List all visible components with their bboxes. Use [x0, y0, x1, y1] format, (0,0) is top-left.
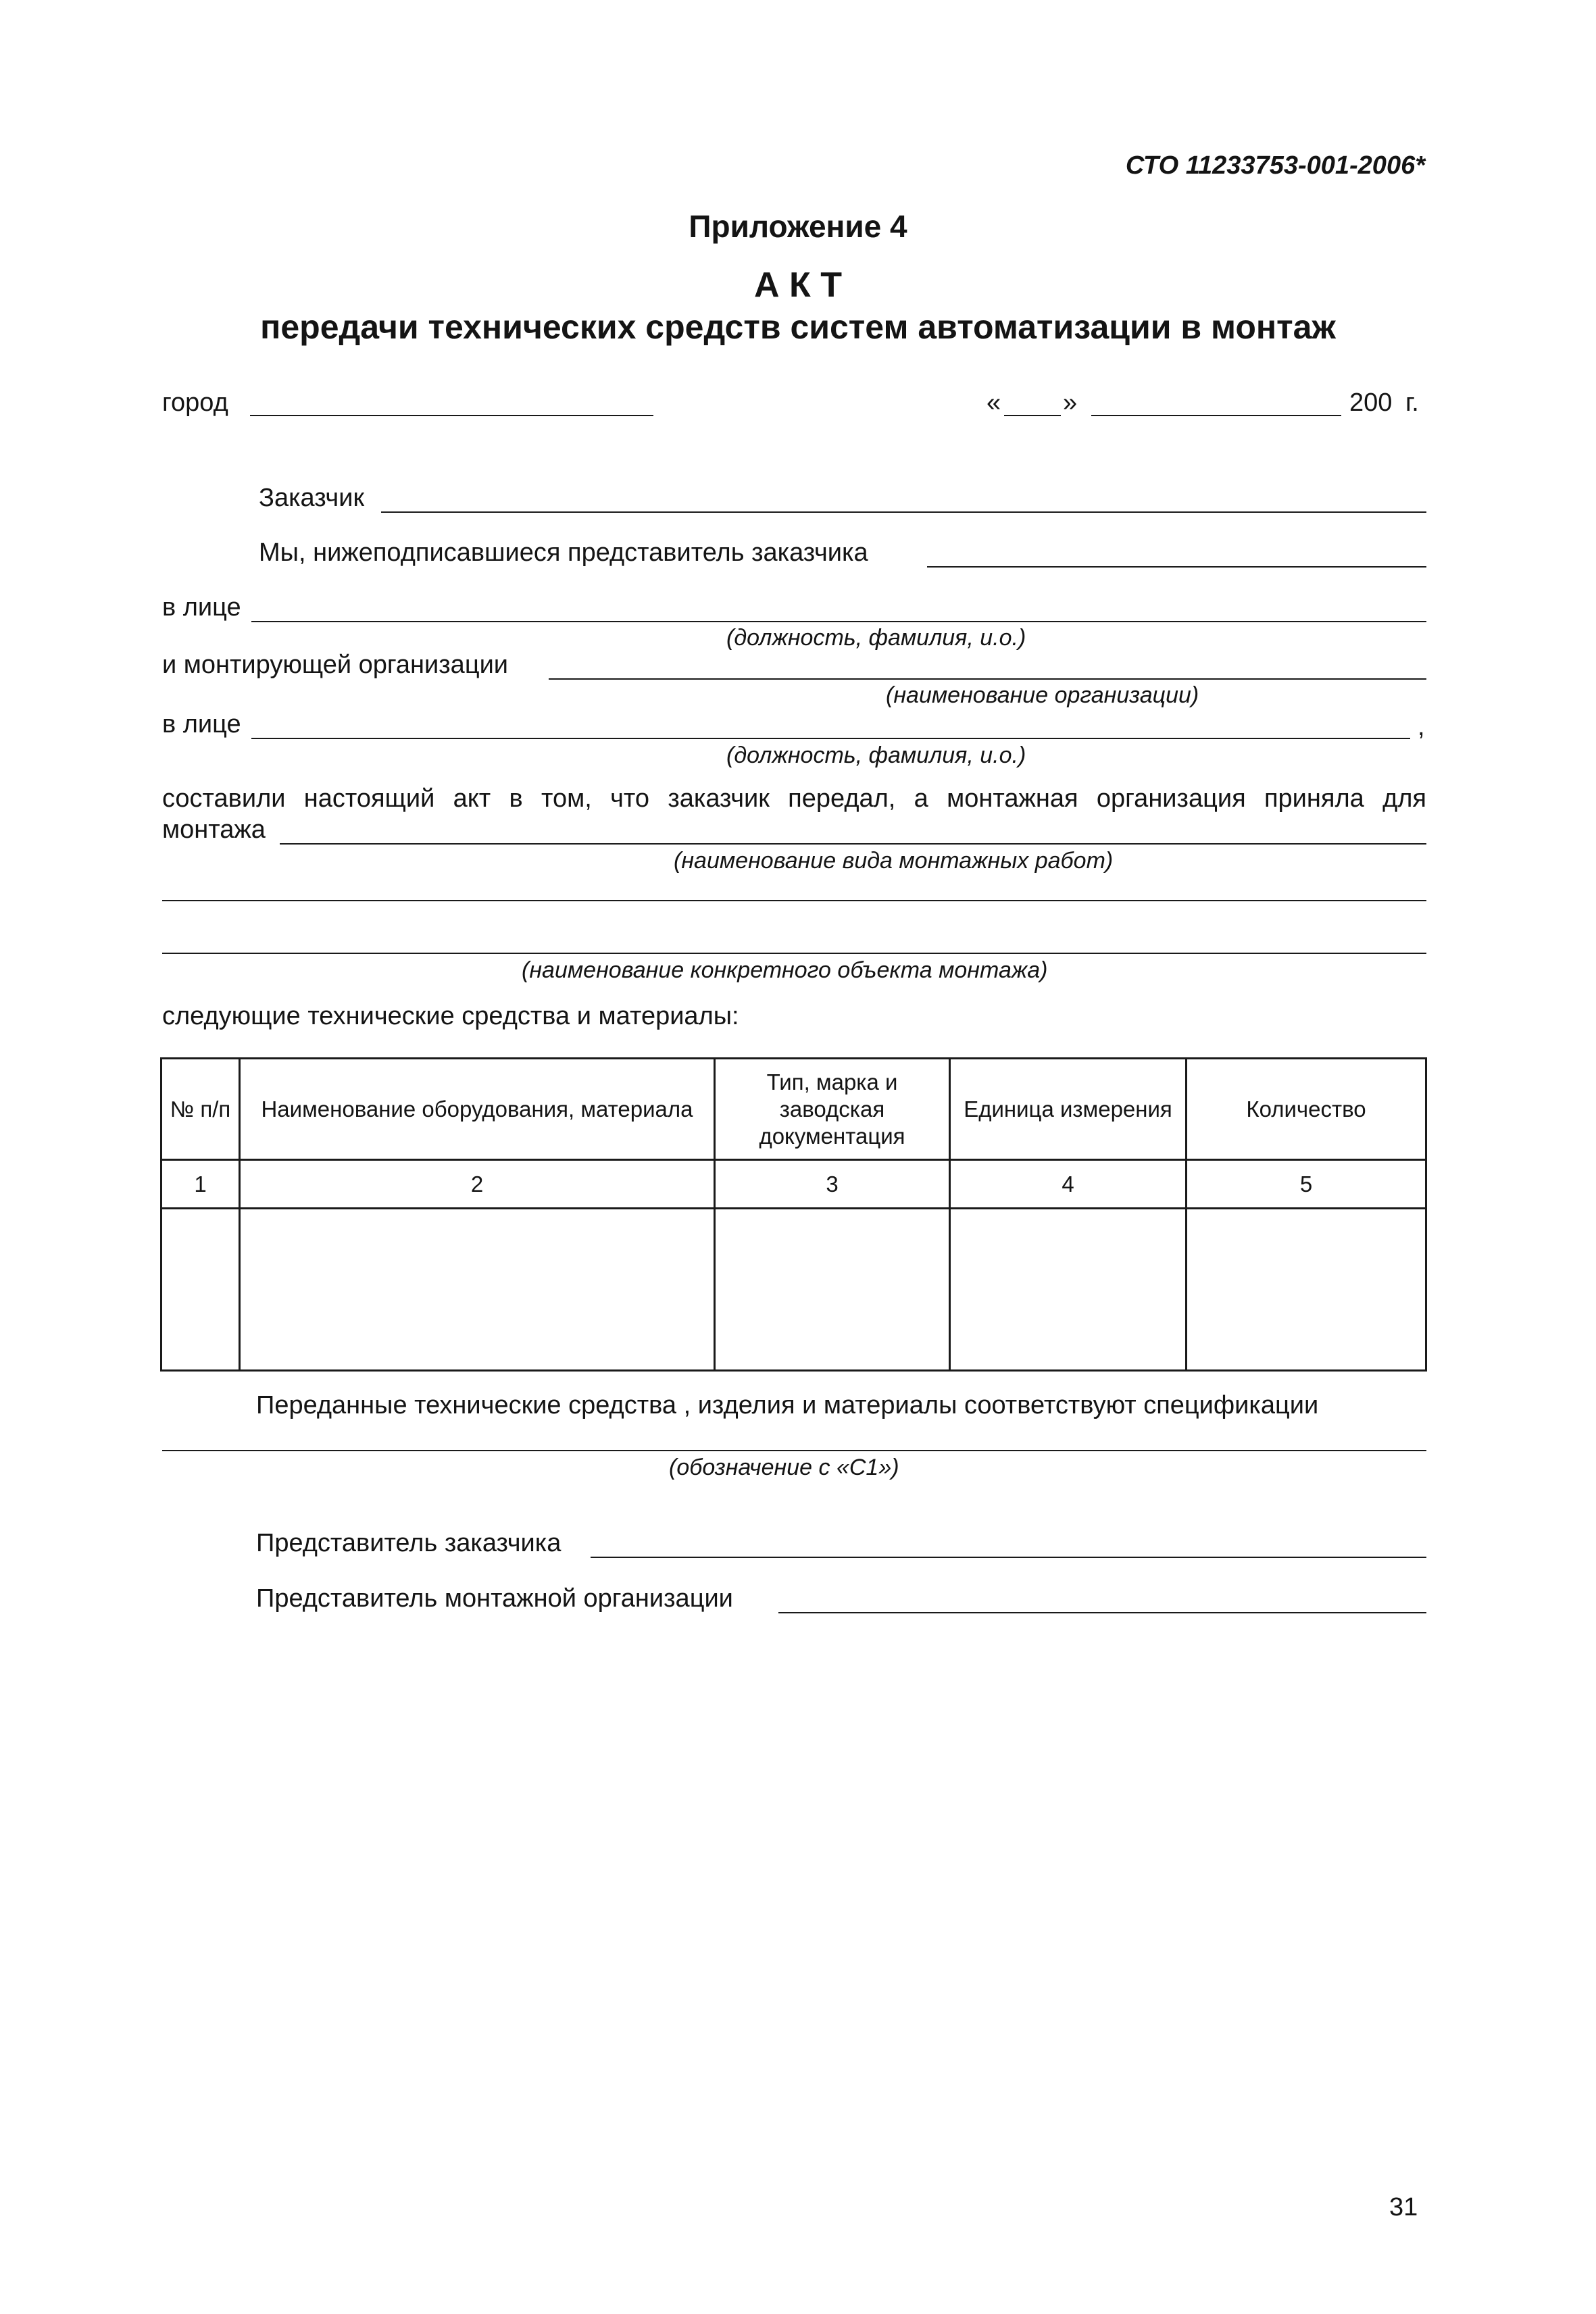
table-cell[interactable] — [715, 1209, 950, 1371]
col-number-3: 3 — [715, 1160, 950, 1209]
table-cell[interactable] — [1187, 1209, 1426, 1371]
person-2-field-line[interactable] — [251, 738, 1410, 739]
hint-object: (наименование конкретного объекта монтажа) — [522, 957, 1048, 983]
col-number-5: 5 — [1187, 1160, 1426, 1209]
hint-org: (наименование организации) — [886, 682, 1199, 708]
page-number: 31 — [1389, 2193, 1418, 2221]
col-number-1: 1 — [161, 1160, 240, 1209]
header-unit: Единица измерения — [950, 1059, 1187, 1160]
act-text-line-1: составили настоящий акт в том, что заказчик передал, а монтажная организация приняла для — [162, 784, 1426, 813]
hint-work-type: (наименование вида монтажных работ) — [674, 848, 1114, 874]
act-title: А К Т — [754, 266, 842, 305]
day-field-line[interactable] — [1004, 415, 1061, 416]
table-row — [161, 1209, 1426, 1371]
customer-rep-field-line[interactable] — [927, 566, 1426, 568]
header-type: Тип, марка и заводская документация — [715, 1059, 950, 1160]
designation-field-line[interactable] — [162, 1450, 1426, 1451]
customer-rep-signature-line[interactable] — [591, 1557, 1426, 1558]
transferred-text: Переданные технические средства , изделия и материалы соответствуют спецификации — [256, 1391, 1319, 1419]
org-label: и монтирующей организации — [162, 651, 509, 679]
in-person-label-2: в лице — [162, 710, 241, 738]
person-1-field-line[interactable] — [251, 621, 1426, 622]
month-field-line[interactable] — [1091, 415, 1341, 416]
appendix-title: Приложение 4 — [689, 209, 907, 244]
date-quote-close: » — [1063, 388, 1078, 417]
following-text: следующие технические средства и материалы: — [162, 1002, 739, 1030]
comma: , — [1418, 713, 1425, 741]
city-label: город — [162, 388, 228, 417]
year-suffix: г. — [1405, 388, 1419, 417]
header-quantity: Количество — [1187, 1059, 1426, 1160]
table-cell[interactable] — [950, 1209, 1187, 1371]
document-code: СТО 11233753-001-2006* — [1125, 151, 1425, 180]
act-subtitle: передачи технических средств систем автоматизации в монтаж — [260, 308, 1336, 346]
hint-person-2: (должность, фамилия, и.о.) — [726, 743, 1026, 768]
work-type-field-line[interactable] — [280, 843, 1426, 845]
equipment-table — [160, 1057, 1427, 1372]
we-text: Мы, нижеподписавшиеся представитель заказчика — [259, 538, 868, 567]
table-header-row — [161, 1059, 1426, 1160]
date-quote-open: « — [987, 388, 1001, 417]
customer-rep-label: Представитель заказчика — [256, 1529, 562, 1557]
installer-rep-label: Представитель монтажной организации — [256, 1584, 733, 1613]
act-text-line-2: монтажа — [162, 815, 266, 844]
org-field-line[interactable] — [549, 678, 1426, 680]
col-number-4: 4 — [950, 1160, 1187, 1209]
hint-designation: (обозначение с «С1») — [669, 1455, 899, 1480]
object-field-line[interactable] — [162, 953, 1426, 954]
table-cell[interactable] — [161, 1209, 240, 1371]
header-number: № п/п — [161, 1059, 240, 1160]
city-field-line[interactable] — [250, 415, 653, 416]
customer-label: Заказчик — [259, 484, 365, 512]
table-cell[interactable] — [240, 1209, 715, 1371]
header-name: Наименование оборудования, материала — [240, 1059, 715, 1160]
work-type-field-line-2[interactable] — [162, 900, 1426, 901]
year-label: 200 — [1349, 388, 1393, 417]
table-numbering-row — [161, 1160, 1426, 1209]
customer-field-line[interactable] — [381, 511, 1426, 513]
hint-person-1: (должность, фамилия, и.о.) — [726, 625, 1026, 651]
installer-rep-signature-line[interactable] — [778, 1612, 1426, 1613]
in-person-label-1: в лице — [162, 593, 241, 622]
col-number-2: 2 — [240, 1160, 715, 1209]
